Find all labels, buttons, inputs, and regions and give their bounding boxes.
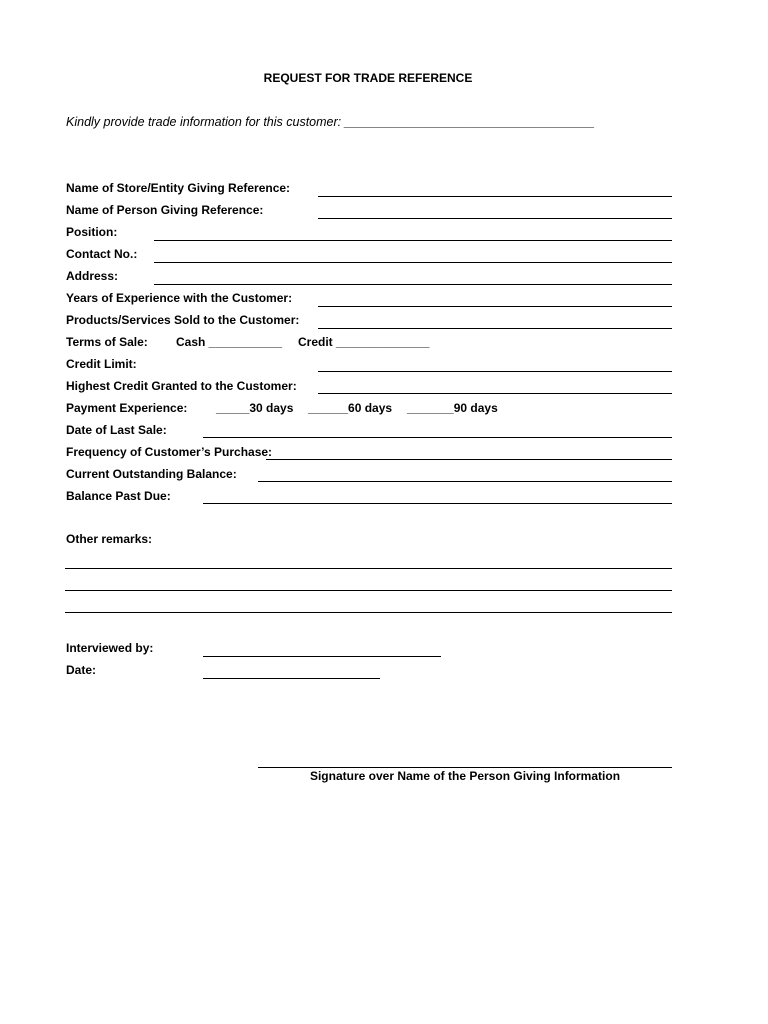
intro-text: Kindly provide trade information for this customer: ____________________________________ [66,115,595,129]
pay-60-field[interactable]: ______60 days [308,401,393,415]
store-entity-field[interactable] [318,196,672,197]
products-label: Products/Services Sold to the Customer: [66,313,300,327]
credit-limit-label: Credit Limit: [66,357,137,371]
form-title: REQUEST FOR TRADE REFERENCE [263,71,473,85]
address-field[interactable] [154,284,672,285]
past-due-label: Balance Past Due: [66,489,171,503]
interviewed-by-label: Interviewed by: [66,641,154,655]
payment-label: Payment Experience: [66,401,188,415]
address-label: Address: [66,269,119,283]
store-entity-label: Name of Store/Entity Giving Reference: [66,181,291,195]
frequency-label: Frequency of Customer’s Purchase: [66,445,273,459]
contact-field[interactable] [154,262,672,263]
date-field[interactable] [203,678,380,679]
years-field[interactable] [318,306,672,307]
remarks-line-2[interactable] [65,590,672,591]
terms-label: Terms of Sale: [66,335,148,349]
person-label: Name of Person Giving Reference: [66,203,264,217]
credit-limit-field[interactable] [318,371,672,372]
interviewed-by-field[interactable] [203,656,441,657]
position-field[interactable] [154,240,672,241]
outstanding-label: Current Outstanding Balance: [66,467,237,481]
years-label: Years of Experience with the Customer: [66,291,293,305]
highest-credit-label: Highest Credit Granted to the Customer: [66,379,297,393]
signature-label: Signature over Name of the Person Giving Information [309,769,621,783]
person-field[interactable] [318,218,672,219]
outstanding-field[interactable] [258,481,672,482]
past-due-field[interactable] [203,503,672,504]
signature-line[interactable] [258,767,672,768]
position-label: Position: [66,225,118,239]
frequency-field[interactable] [266,459,672,460]
products-field[interactable] [318,328,672,329]
remarks-line-1[interactable] [65,568,672,569]
last-sale-field[interactable] [203,437,672,438]
pay-30-field[interactable]: _____30 days [216,401,294,415]
date-label: Date: [66,663,97,677]
remarks-label: Other remarks: [66,532,153,546]
last-sale-label: Date of Last Sale: [66,423,167,437]
contact-label: Contact No.: [66,247,138,261]
terms-credit-field[interactable]: Credit ______________ [298,335,430,349]
remarks-line-3[interactable] [65,612,672,613]
highest-credit-field[interactable] [318,393,672,394]
terms-cash-field[interactable]: Cash ___________ [176,335,283,349]
pay-90-field[interactable]: _______90 days [407,401,498,415]
